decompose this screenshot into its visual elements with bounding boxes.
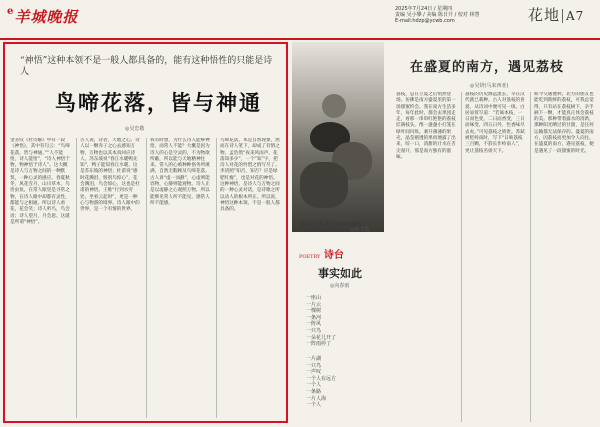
date-line: 2025年7月24日 / 星期四	[395, 6, 453, 12]
essay-column-2: 荔枝的历史源远流长，早在汉代就已栽种。古人对荔枝的喜爱，从诗词中便可见一斑。白居易曾写道：“若离本枝，一日而色变，二日而香变，三日而味变，四五日外，色香味尽去矣。”可见荔枝之娇贵。苏轼被贬岭南时，写下“日啖荔枝三百颗，不辞长作岭南人”，更让荔枝名扬天下。	[465, 92, 525, 154]
poem-line: 一片人海	[306, 395, 327, 402]
article-column-4: 鸟啼花落，本是自然现象，然而在诗人笔下，却成了有情之物。孟浩然“夜来风雨声，花落知多少”，一个“知”字，把诗人对花的怜惜之情写尽了。李清照“知否，知否？应是绿肥红瘦”，也是对花的神悟。这种神悟，是诗人与万物之间的一种心灵对话，是诗歌之所以动人的根本所在。所以说，神悟这种本领，不是一般人都具备的。	[220, 138, 280, 213]
logo-mark: e	[7, 6, 15, 17]
painting-image	[292, 42, 384, 232]
poetry-logo-text: 诗台	[323, 250, 344, 261]
newspaper-logo	[7, 6, 78, 27]
poem-line: 一阵雨停了	[306, 341, 332, 348]
painting-credit: ◎贾文瑞	[350, 227, 370, 233]
editors-line: 责编 吴小攀 / 美编 陈日升 / 校对 林慧	[395, 12, 480, 18]
poem-line: 一条路	[306, 388, 322, 395]
caption-title: 赏心且看太行山	[300, 221, 343, 228]
issue-meta	[395, 6, 520, 24]
poem-byline: ◎向春雨	[330, 283, 350, 289]
column-divider	[216, 138, 217, 418]
caption-sub: (中国画)	[342, 222, 361, 228]
article-column-2: 古人说，诗者，天地之心。诗人以一颗赤子之心去感知万物，万物也以其本真回应诗人。苏东坡说“春江水暖鸭先知”，鸭子能知春江水暖，这是苏东坡的神悟；杜甫说“感时花溅泪，恨别鸟惊心”，花会溅泪，鸟会惊心，这也是杜甫的神悟。王维“行到水穷处，坐看云起时”，更是一种心与物游的境界。诗人眼中的世界，是一个有情的世界。	[80, 138, 140, 213]
poem-line: 一条河	[306, 314, 322, 321]
poem-line: 一朵花儿开了	[306, 334, 337, 341]
essay-column-3: 如今交通便利，北方的朋友也能吃到新鲜的荔枝，可我总觉得，只有站在荔枝树下，亲手摘下一颗，才能真正体会荔枝的美。那种带着露水的清新，那种阳光晒过的甘甜，是任何运输都无法保存的。盛夏的南方，因荔枝而更加令人向往。在盛夏的南方，遇见荔枝，便是遇见了一段甜蜜的时光。	[534, 92, 594, 154]
poetry-logo-en: POETRY	[299, 254, 321, 260]
article-column-3: 我有时想，为什么诗人能够神悟，而常人不能？大概是因为诗人的心是空灵的，不为物欲所蔽，所以能与天地精神往来。常人的心被种种俗务所填满，自然无暇顾及鸟啼花落。古人讲“虚一而静”，心虚则能容物，心静则能观物。诗人正是以虚静之心观照万物，所以能够见常人所不能见，感常人所不能感。	[150, 138, 210, 206]
poem-stanza-2	[306, 356, 366, 409]
poem-line: 一阵风	[306, 321, 322, 328]
poem-line: 一个人在远方	[306, 375, 337, 382]
logo-text: 羊城晚报	[14, 8, 79, 26]
poem-line: 一片云	[306, 301, 322, 308]
essay-title: 在盛夏的南方，遇见荔枝	[410, 60, 565, 75]
section-name: 花地	[528, 6, 561, 24]
masthead	[0, 0, 600, 40]
poem-line: 一棵树	[306, 308, 322, 315]
rock-shape	[300, 162, 348, 208]
poem-line: 一声叹	[306, 369, 322, 376]
section-label	[528, 4, 584, 25]
poem-stanza-1	[306, 295, 362, 348]
article-byline: ◎吴忠敬	[125, 126, 145, 132]
essay-byline: ◎吴妍(马来西亚)	[470, 83, 509, 89]
poem-line: 一个人	[306, 382, 322, 389]
column-divider	[461, 92, 462, 422]
poem-line: 一只鸟	[306, 327, 322, 334]
poem-line: 一只鸟	[306, 362, 322, 369]
column-divider	[76, 138, 77, 418]
poem-title: 事实如此	[318, 267, 362, 280]
article-kicker: “神悟”这种本领不是一般人都具备的，能有这种悟性的只能是诗人	[20, 56, 273, 77]
article-headline: 鸟啼花落，皆与神通	[55, 90, 262, 115]
poem-line: 一个人	[306, 402, 322, 409]
poem-line: 一片湖	[306, 356, 322, 362]
email-line: E-mail:hdzp@ycwb.com	[395, 18, 455, 24]
column-divider	[146, 138, 147, 418]
poem-line: 一座山	[306, 295, 322, 301]
column-divider	[530, 92, 531, 422]
article-column-1: 金圣叹《杜诗解》中有一段《神悟》，其中有句云：“鸟啼花落，皆与神通。”“人不能悟，诗人能悟”，“诗人神悟于物，物神悟于诗人”。这大概是诗人与万物之间的一种默契，一种心灵的感应。春夏秋冬，风花雪月，山川草木，鸟兽虫鱼，在常人眼里是寻常之物，在诗人眼中却都有灵性，都能与之相通。所以诗人看花，花会笑；诗人听鸟，鸟会语；诗人望月，月会思。这就是所谓“神悟”。	[10, 138, 70, 225]
poetry-logo	[299, 246, 344, 261]
page-number: A7	[562, 9, 584, 23]
essay-column-1: 荔枝，总在立夏之后悄然登场。仿佛是南方盛夏里的第一场甜蜜约会。我在南方生活多年，每年此时，都会去果园走走，看那一串串红艳艳的荔枝挂满枝头，像一盏盏小灯笼在绿叶间闪烁。剥开薄薄的果壳，晶莹剔透的果肉便露了出来，咬一口，清甜的汁水在舌尖漫开，那是南方独有的滋味。	[396, 92, 456, 160]
rock-shape	[322, 94, 346, 118]
masthead-rule	[0, 38, 600, 40]
